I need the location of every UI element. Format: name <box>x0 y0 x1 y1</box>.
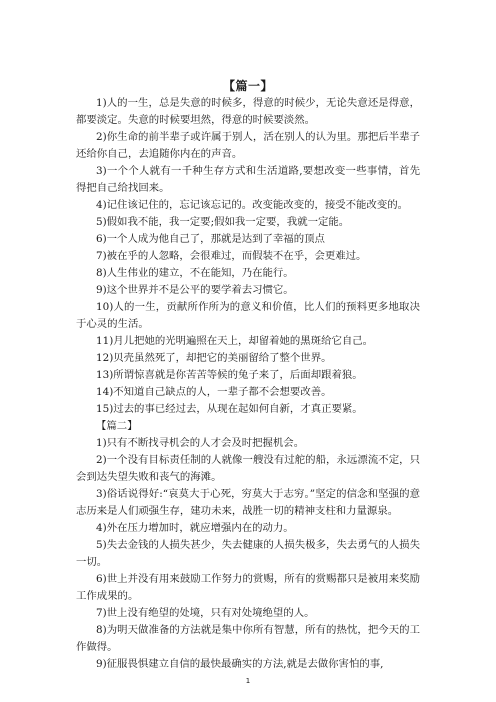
document-body <box>76 95 420 673</box>
page-number: 1 <box>245 677 251 685</box>
paragraph: 5)假如我不能，我一定要;假如我一定要，我就一定能。 <box>96 216 350 228</box>
paragraph: 7)世上没有绝望的处境，只有对处境绝望的人。 <box>96 607 315 619</box>
paragraph: 9)这个世界并不是公平的要学着去习惯它。 <box>96 284 294 296</box>
paragraph: 15)过去的事已经过去，从现在起如何自新，才真正要紧。 <box>96 403 363 415</box>
paragraph: 2)一个没有目标责任制的人就像一艘没有过舵的船，永远漂流不定，只会到达失望失败和丧气的海滩。 <box>76 454 420 483</box>
paragraph: 9)征服畏惧建立自信的最快最确实的方法,就是去做你害怕的事, <box>96 658 384 670</box>
paragraph: 8)为明天做准备的方法就是集中你所有智慧，所有的热忱，把今天的工作做得。 <box>76 624 420 653</box>
paragraph: 1)人的一生，总是失意的时候多，得意的时候少，无论失意还是得意，都要淡定。失意的时候要坦然，得意的时候要淡然。 <box>76 97 420 126</box>
paragraph: 10)人的一生，贡献所作所为的意义和价值，比人们的预料更多地取决于心灵的生活。 <box>76 301 420 330</box>
paragraph: 2)你生命的前半辈子或许属于别人，活在别人的认为里。那把后半辈子还给你自己，去追随你内在的声音。 <box>76 131 420 160</box>
paragraph: 5)失去金钱的人损失甚少，失去健康的人损失极多，失去勇气的人损失一切。 <box>76 539 420 568</box>
paragraph: 1)只有不断找寻机会的人才会及时把握机会。 <box>96 437 305 449</box>
paragraph: 11)月儿把她的光明遍照在天上，却留着她的黑斑给它自己。 <box>96 335 374 347</box>
paragraph: 14)不知道自己缺点的人，一辈子都不会想要改善。 <box>96 386 332 398</box>
paragraph: 8)人生伟业的建立，不在能知，乃在能行。 <box>96 267 294 279</box>
paragraph: 3)俗话说得好:“哀莫大于心死，穷莫大于志穷。”坚定的信念和坚强的意志历来是人们顽强生存，建功未来，战胜一切的精神支柱和力量源泉。 <box>76 488 420 517</box>
paragraph: 6)一个人成为他自己了，那就是达到了幸福的顶点 <box>96 233 325 245</box>
paragraph: 12)贝壳虽然死了，却把它的美丽留给了整个世界。 <box>96 352 332 364</box>
paragraph: 6)世上并没有用来鼓励工作努力的赏赐，所有的赏赐都只是被用来奖励工作成果的。 <box>76 573 420 602</box>
section-title: 【篇一】 <box>222 79 273 93</box>
paragraph: 7)被在乎的人忽略，会很难过，而假装不在乎，会更难过。 <box>96 250 367 262</box>
paragraph: 4)外在压力增加时，就应增强内在的动力。 <box>96 522 294 534</box>
paragraph: 13)所谓惊喜就是你苦苦等候的兔子来了，后面却跟着狼。 <box>96 369 363 381</box>
paragraph: 4)记住该记住的，忘记该忘记的。改变能改变的，接受不能改变的。 <box>96 199 408 211</box>
section-heading: 【篇二】 <box>96 420 138 432</box>
paragraph: 3)一个个人就有一千种生存方式和生活道路,要想改变一些事情，首先得把自己给找回来。 <box>76 165 420 194</box>
